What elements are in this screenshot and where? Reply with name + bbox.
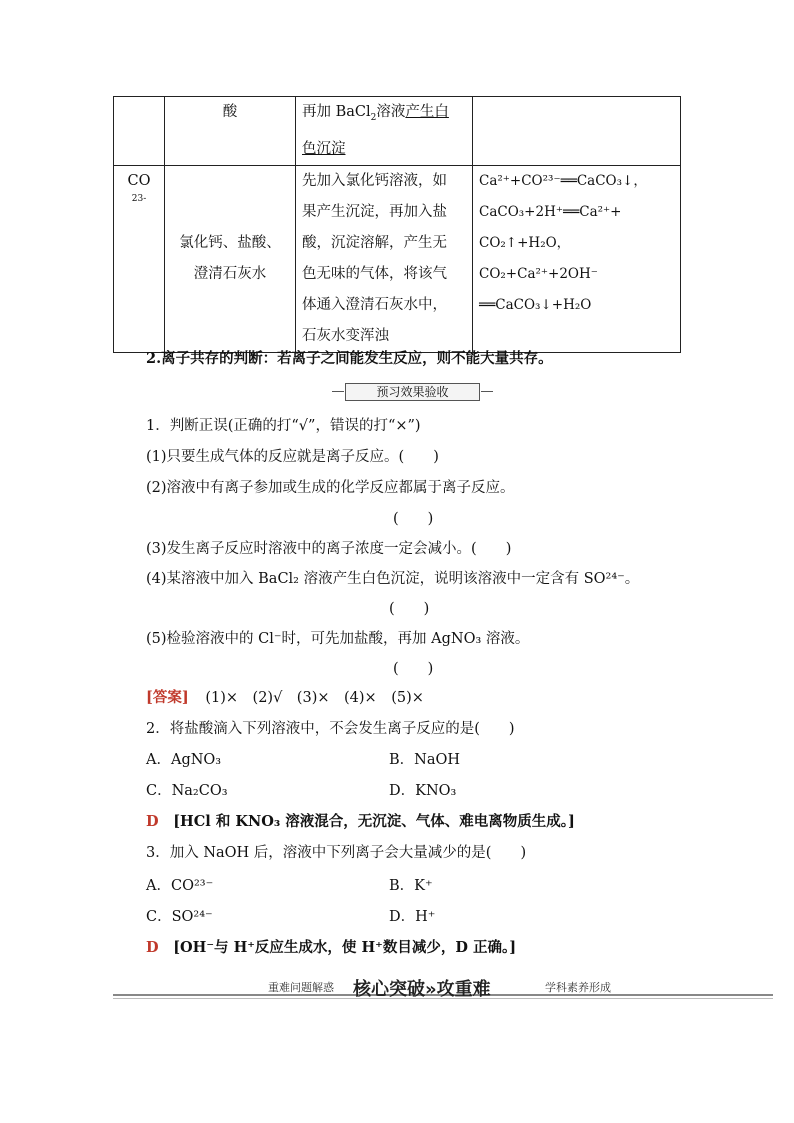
q1-item: (5)检验溶液中的 Cl⁻时，可先加盐酸，再加 AgNO₃ 溶液。 — [146, 631, 530, 647]
q2-stem: 2．将盐酸滴入下列溶液中，不会发生离子反应的是( ) — [146, 721, 515, 737]
answer-letter: D — [146, 939, 159, 956]
q1-blank: ( ) — [393, 661, 434, 677]
q1-answer — [146, 686, 424, 707]
answer-letter: D — [146, 813, 159, 830]
ion-test-table — [113, 96, 681, 353]
ion-cell-empty — [114, 97, 165, 166]
q1-blank: ( ) — [389, 601, 430, 617]
q2-option-a: A．AgNO₃ — [146, 752, 222, 768]
q3-option-a: A．CO²³⁻ — [146, 878, 214, 894]
ion-cell: CO $^{23-}$ — [114, 165, 165, 352]
method-cell: 先加入氯化钙溶液，如 果产生沉淀，再加入盐 酸，沉淀溶解，产生无 色无味的气体，将该气 体通入澄清石灰水中， 石灰水变浑浊 — [296, 165, 473, 352]
equation-cell: Ca²⁺+CO²³⁻══CaCO₃↓， CaCO₃+2H⁺══Ca²⁺+ CO₂↑+H₂O， CO₂+Ca²⁺+2OH⁻ ══CaCO₃↓+H₂O — [473, 165, 681, 352]
q3-stem: 3．加入 NaOH 后，溶液中下列离子会大量减少的是( ) — [146, 845, 527, 861]
section-footer-banner — [113, 975, 773, 1005]
coexistence-note: 2.离子共存的判断：若离子之间能发生反应，则不能大量共存。 — [146, 350, 553, 367]
answer-explain: [OH⁻与 H⁺反应生成水，使 H⁺数目减少，D 正确。] — [173, 939, 517, 956]
q2-option-d: D．KNO₃ — [389, 783, 457, 799]
q2-answer — [146, 810, 575, 831]
reagent-cell: 氯化钙、盐酸、 澄清石灰水 — [165, 165, 296, 352]
answer-tag: [答案] — [146, 689, 189, 706]
method-cell: 再加 BaCl$_2$溶液产生白 色沉淀 — [296, 97, 473, 166]
footer-title: 核心突破»攻重难 — [353, 979, 491, 1000]
section-banner: 预习效果验收 — [345, 383, 480, 401]
q1-blank: ( ) — [393, 511, 434, 527]
q1-item: (4)某溶液中加入 BaCl₂ 溶液产生白色沉淀，说明该溶液中一定含有 SO²⁴⁻。 — [146, 571, 640, 587]
q1-item: (1)只要生成气体的反应就是离子反应。( ) — [146, 449, 439, 465]
answer-text: (1)× (2)√ (3)× (4)× (5)× — [205, 690, 424, 706]
q3-answer — [146, 936, 516, 957]
q3-option-c: C．SO²⁴⁻ — [146, 909, 213, 925]
q1-item: (3)发生离子反应时溶液中的离子浓度一定会减小。( ) — [146, 541, 512, 557]
equation-cell — [473, 97, 681, 166]
q1-title: 1．判断正误(正确的打“√”，错误的打“×”) — [146, 418, 421, 434]
q2-option-b: B．NaOH — [389, 752, 461, 768]
q2-option-c: C．Na₂CO₃ — [146, 783, 228, 799]
answer-explain: [HCl 和 KNO₃ 溶液混合，无沉淀、气体、难电离物质生成。] — [173, 813, 575, 830]
q3-option-b: B．K⁺ — [389, 878, 433, 894]
footer-left-label: 重难问题解惑 — [268, 981, 334, 994]
reagent-cell: 酸 — [165, 97, 296, 166]
q3-option-d: D．H⁺ — [389, 909, 436, 925]
q1-item: (2)溶液中有离子参加或生成的化学反应都属于离子反应。 — [146, 480, 515, 496]
table-row — [114, 165, 681, 352]
table-row — [114, 97, 681, 166]
footer-right-label: 学科素养形成 — [545, 981, 611, 994]
